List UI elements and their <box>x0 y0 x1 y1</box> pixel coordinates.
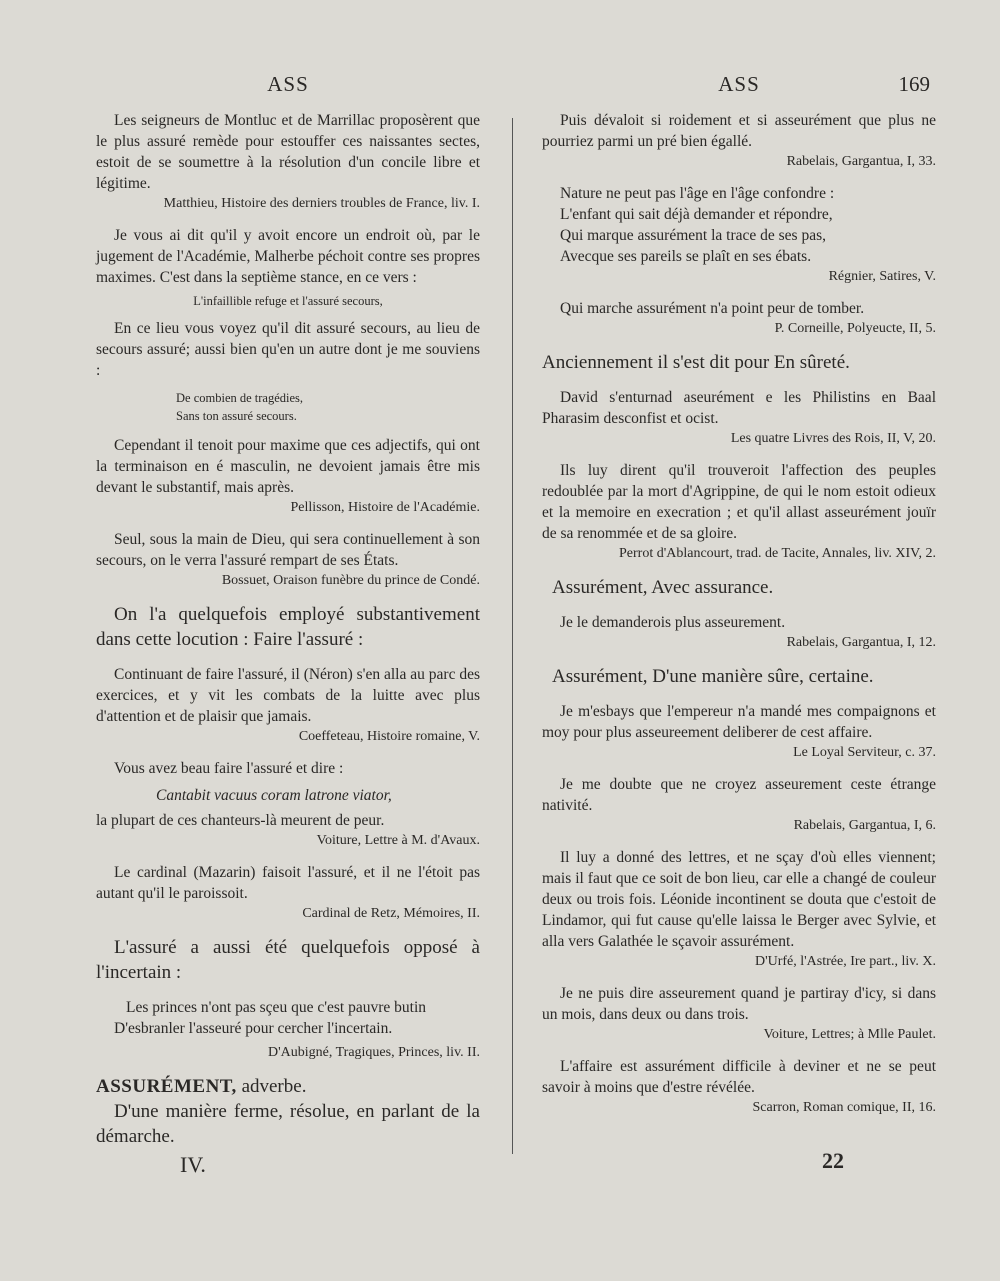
paragraph: Ils luy dirent qu'il trouveroit l'affection des peuples redoublée par la mort d'Agrippine, de qui le nom estoit odieux et la memoire en execration ; et qu'il allast asseurément jouïr de sa renommée et de sa gloire. <box>542 462 936 542</box>
citation: D'Aubigné, Tragiques, Princes, liv. II. <box>268 1045 480 1060</box>
citation: Bossuet, Oraison funèbre du prince de Condé. <box>221 573 480 588</box>
paragraph: Je m'esbays que l'empereur n'a mandé mes compaignons et moy pour plus asseureement deliberer de cest affaire. <box>542 703 936 741</box>
entry-part-of-speech: adverbe. <box>241 1076 307 1097</box>
paragraph: Je le demanderois plus asseurement. <box>560 614 786 631</box>
paragraph: L'affaire est assurément difficile à deviner et ne se peut savoir à moins que d'estre révélée. <box>542 1058 936 1096</box>
column-divider <box>512 118 513 1154</box>
citation: Scarron, Roman comique, II, 16. <box>752 1100 936 1115</box>
citation: P. Corneille, Polyeucte, II, 5. <box>774 321 936 336</box>
latin-verse: Cantabit vacuus coram latrone viator, <box>156 787 392 804</box>
citation: Le Loyal Serviteur, c. 37. <box>793 745 936 760</box>
quoted-verse: L'infaillible refuge et l'assuré secours, <box>193 294 383 308</box>
paragraph: Les seigneurs de Montluc et de Marrillac proposèrent que le plus assuré remède pour estouffer ces naissantes sectes, estoit de se soumettre à la résolution d'un concile libre et légitime. <box>96 112 480 192</box>
section-heading: Assurément, D'une manière sûre, certaine. <box>552 666 874 687</box>
quoted-verse: Sans ton assuré secours. <box>176 409 297 423</box>
section-heading: Anciennement il s'est dit pour En sûreté. <box>542 352 850 373</box>
right-column <box>542 110 936 1129</box>
citation: Rabelais, Gargantua, I, 12. <box>786 635 936 650</box>
citation: Perrot d'Ablancourt, trad. de Tacite, Annales, liv. XIV, 2. <box>619 546 936 561</box>
section-heading: L'assuré a aussi été quelquefois opposé à l'incertain : <box>96 937 480 983</box>
citation: Matthieu, Histoire des derniers troubles de France, liv. I. <box>163 196 480 211</box>
paragraph: Il luy a donné des lettres, et ne sçay d'où elles viennent; mais il faut que ce soit de bon lieu, car elle a changé de couleur deux ou trois fois. Léonide incontinent se douta que c'estoit de Lindamor, qui fut cause qu'elle laissa le Berger avec Sylvie, et alla vers Galathée le sçavoir assurément. <box>542 849 936 950</box>
paragraph: Le cardinal (Mazarin) faisoit l'assuré, et il ne l'étoit pas autant qu'il le paroissoit. <box>96 864 480 902</box>
paragraph: la plupart de ces chanteurs-là meurent de peur. <box>96 812 385 829</box>
citation: Rabelais, Gargantua, I, 33. <box>786 154 936 169</box>
paragraph: Seul, sous la main de Dieu, qui sera continuellement à son secours, on le verra l'assuré rempart de ses États. <box>96 531 480 569</box>
citation: Les quatre Livres des Rois, II, V, 20. <box>730 431 936 446</box>
paragraph: Je vous ai dit qu'il y avoit encore un endroit où, par le jugement de l'Académie, Malherbe péchoit contre ses propres maximes. C'est dans la septième stance, en ce vers : <box>96 227 480 286</box>
paragraph: Cependant il tenoit pour maxime que ces adjectifs, qui ont la terminaison en é masculin, ne devoient jamais être mis devant le substantif, mais après. <box>96 437 480 496</box>
entry-headword-line <box>96 1074 480 1099</box>
paragraph: Vous avez beau faire l'assuré et dire : <box>114 760 344 777</box>
paragraph: En ce lieu vous voyez qu'il dit assuré secours, au lieu de secours assuré; aussi bien qu'en un autre dont je me souviens : <box>96 320 480 379</box>
paragraph: Puis dévaloit si roidement et si asseurément que plus ne pourriez parmi un pré bien égallé. <box>542 112 936 150</box>
paragraph: David s'enturnad aseurément e les Philistins en Baal Pharasim desconfist et ocist. <box>542 389 936 427</box>
verse-line: L'enfant qui sait déjà demander et répondre, <box>560 206 833 223</box>
paragraph: Je me doubte que ne croyez asseurement ceste étrange nativité. <box>542 776 936 814</box>
entry-definition: D'une manière ferme, résolue, en parlant de la démarche. <box>96 1101 480 1147</box>
page-number: 169 <box>898 72 930 96</box>
citation: D'Urfé, l'Astrée, Ire part., liv. X. <box>754 954 936 969</box>
citation: Cardinal de Retz, Mémoires, II. <box>302 906 480 921</box>
left-column <box>96 110 480 1149</box>
running-head-right: ASS <box>718 72 760 96</box>
section-heading: Assurément, Avec assurance. <box>552 577 774 598</box>
paragraph: Continuant de faire l'assuré, il (Néron) s'en alla au parc des exercices, et y vit les combats de la luitte avec plus d'attention et de plaisir que jamais. <box>96 666 480 725</box>
quoted-verse: De combien de tragédies, <box>176 391 304 405</box>
verse-line: Nature ne peut pas l'âge en l'âge confondre : <box>560 185 835 202</box>
paragraph: Je ne puis dire asseurement quand je partiray d'icy, si dans un mois, dans deux ou dans trois. <box>542 985 936 1023</box>
verse-line: Qui marche assurément n'a point peur de tomber. <box>560 300 865 317</box>
quoted-verse: D'esbranler l'asseuré pour cercher l'incertain. <box>114 1020 393 1037</box>
verse-line: Qui marque assurément la trace de ses pas, <box>560 227 826 244</box>
verse-line: Avecque ses pareils se plaît en ses ébats. <box>560 248 812 265</box>
citation: Voiture, Lettres; à Mlle Paulet. <box>763 1027 936 1042</box>
section-heading: On l'a quelquefois employé substantivement dans cette locution : Faire l'assuré : <box>96 604 480 650</box>
quoted-verse: Les princes n'ont pas sçeu que c'est pauvre butin <box>126 999 426 1016</box>
running-head-left: ASS <box>267 72 309 96</box>
citation: Régnier, Satires, V. <box>828 269 936 284</box>
entry-headword: ASSURÉMENT, <box>96 1076 237 1097</box>
citation: Voiture, Lettre à M. d'Avaux. <box>316 833 480 848</box>
citation: Pellisson, Histoire de l'Académie. <box>290 500 480 515</box>
signature-mark-left: IV. <box>180 1152 206 1177</box>
signature-mark-right: 22 <box>822 1148 844 1173</box>
citation: Coeffeteau, Histoire romaine, V. <box>298 729 480 744</box>
citation: Rabelais, Gargantua, I, 6. <box>793 818 936 833</box>
